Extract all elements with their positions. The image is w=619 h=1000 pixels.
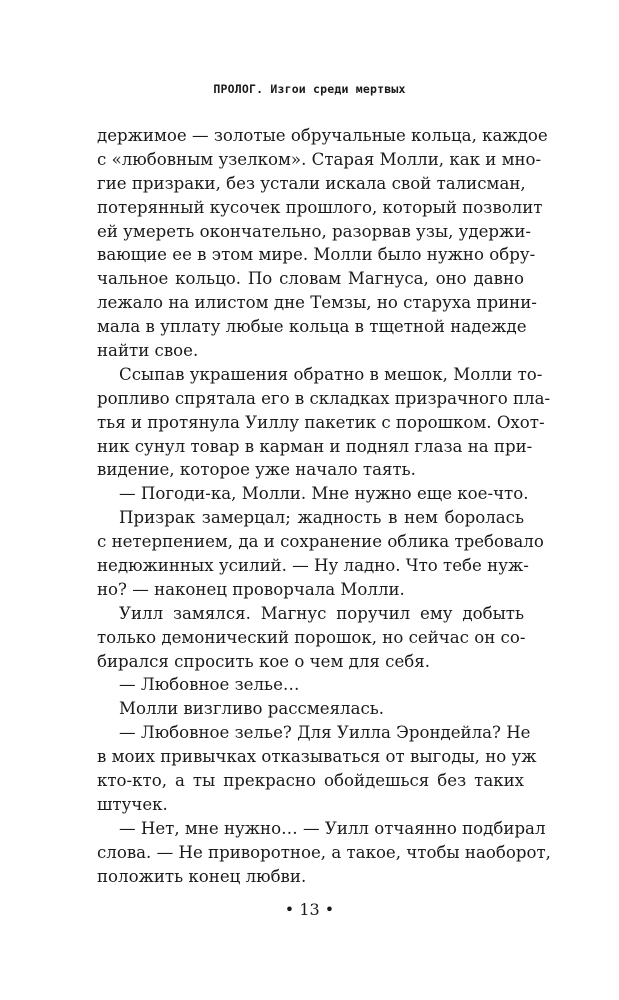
text-line: ропливо спрятала его в складках призрачного пла- [97,388,551,408]
text-line: — Погоди-ка, Молли. Мне нужно еще кое-что. [119,484,529,504]
text-line: ник сунул товар в карман и поднял глаза на при- [97,436,533,456]
text-line: — Любовное зелье? Для Уилла Эрондейла? Не [119,723,531,743]
text-line: слова. — Не приворотное, а такое, чтобы наоборот, [97,842,551,862]
page-number: • 13 • [284,900,335,919]
text-line: тья и протянула Уиллу пакетик с порошком. Охот- [97,412,545,432]
text-line: потерянный кусочек прошлого, который позволит [97,197,543,217]
text-line: недюжинных усилий. — Ну ладно. Что тебе нуж- [97,556,529,576]
body-text [97,124,551,889]
text-line: ей умереть окончательно, разорвав узы, удержи- [97,221,531,241]
text-line: держимое — золотые обручальные кольца, каждое [97,126,548,145]
text-line: штучек. [97,794,168,814]
text-line: бирался спросить кое о чем для себя. [97,651,430,671]
text-line: чальное кольцо. По словам Магнуса, оно давно [97,269,524,289]
text-line: в моих привычках отказываться от выгоды, но уж [97,747,537,767]
text-line: кто-кто, а ты прекрасно обойдешься без таких [97,771,524,791]
text-line: найти свое. [97,341,199,361]
text-line: гие призраки, без устали искала свой талисман, [97,173,526,193]
text-line: — Нет, мне нужно… — Уилл отчаянно подбирал [119,818,546,838]
text-line: Призрак замерцал; жадность в нем боролась [119,508,524,528]
text-line: видение, которое уже начало таять. [97,460,416,480]
text-line: только демонический порошок, но сейчас он со- [97,627,526,647]
text-line: Молли визгливо рассмеялась. [119,699,385,719]
text-line: но? — наконец проворчала Молли. [97,579,405,599]
text-line: с «любовным узелком». Старая Молли, как и мно- [97,149,542,169]
text-line: вающие ее в этом мире. Молли было нужно обру- [97,245,536,265]
text-line: с нетерпением, да и сохранение облика требовало [97,532,544,552]
text-line: Ссыпав украшения обратно в мешок, Молли то- [119,364,543,384]
text-line: мала в уплату любые кольца в тщетной надежде [97,317,527,337]
text-line: положить конец любви. [97,866,307,886]
text-line: лежало на илистом дне Темзы, но старуха прини- [97,293,537,313]
text-line: — Любовное зелье… [119,675,300,695]
text-line: Уилл замялся. Магнус поручил ему добыть [119,603,524,623]
running-header: ПРОЛОГ. Изгои среди мертвых [213,82,406,96]
